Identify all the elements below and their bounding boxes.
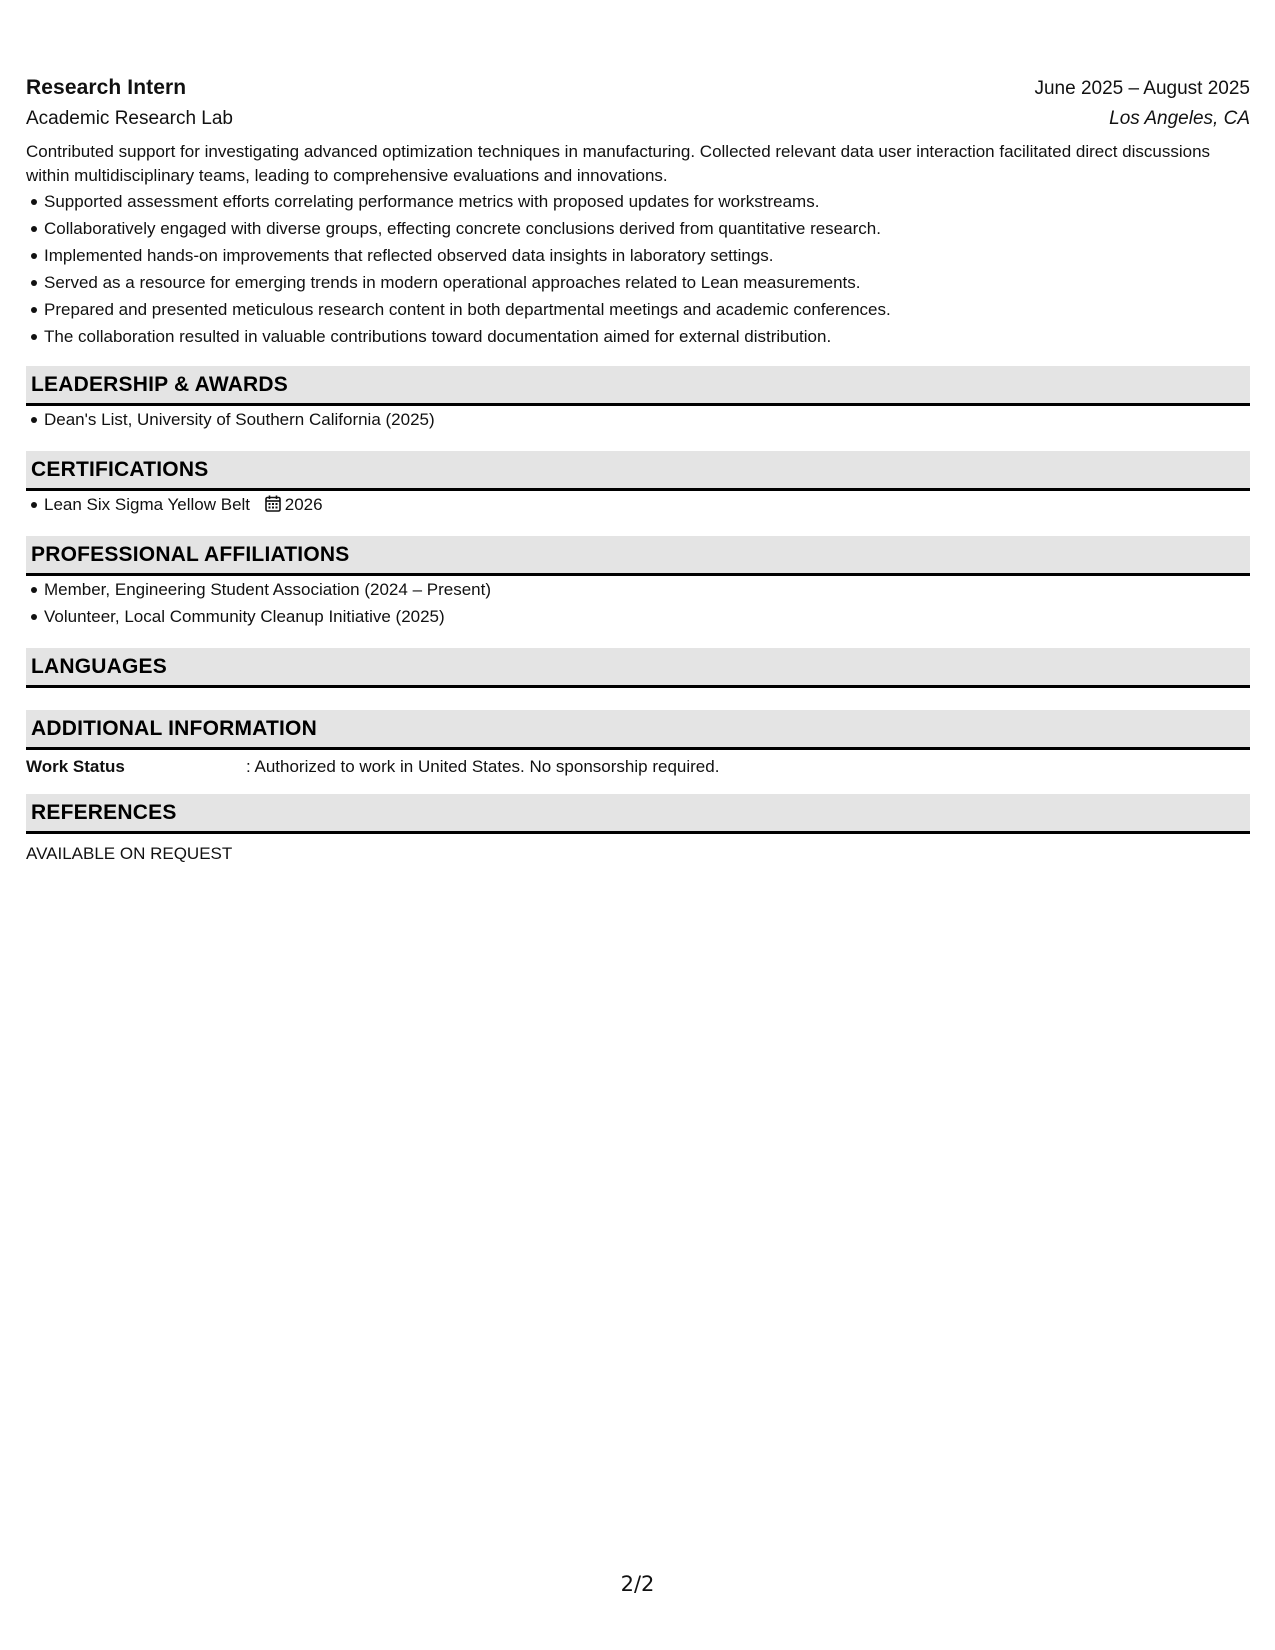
info-key: Work Status — [26, 757, 125, 776]
job-bullet: Prepared and presented meticulous research content in both departmental meetings and academic conferences. — [44, 296, 1250, 323]
job-title: Research Intern — [26, 76, 187, 99]
section-header-affiliations: PROFESSIONAL AFFILIATIONS — [26, 536, 1250, 576]
job-bullet: Served as a resource for emerging trends in modern operational approaches related to Lean measurements. — [44, 269, 1250, 296]
experience-entry — [26, 76, 1250, 350]
job-bullet: The collaboration resulted in valuable contributions toward documentation aimed for external distribution. — [44, 323, 1250, 350]
leadership-item: Dean's List, University of Southern California (2025) — [44, 406, 1250, 433]
certification-year: 2026 — [284, 495, 323, 514]
section-header-languages: LANGUAGES — [26, 648, 1250, 688]
info-value: : Authorized to work in United States. No sponsorship required. — [246, 757, 720, 776]
job-subheader — [26, 108, 1250, 130]
leadership-list — [26, 406, 1250, 433]
job-bullet: Collaboratively engaged with diverse groups, effecting concrete conclusions derived from quantitative research. — [44, 215, 1250, 242]
resume-page — [26, 76, 1250, 864]
affiliation-item: Volunteer, Local Community Cleanup Initiative (2025) — [44, 603, 1250, 630]
calendar-icon — [265, 493, 281, 510]
page-number: 2/2 — [620, 1572, 655, 1596]
job-header — [26, 76, 1250, 100]
section-header-references: REFERENCES — [26, 794, 1250, 834]
references-text: AVAILABLE ON REQUEST — [26, 844, 233, 863]
certification-name: Lean Six Sigma Yellow Belt — [44, 495, 251, 514]
certification-item — [44, 491, 1250, 518]
info-row-work-status — [26, 754, 1250, 780]
job-organization: Academic Research Lab — [26, 108, 233, 129]
job-summary: Contributed support for investigating advanced optimization techniques in manufacturing. Collected relevant data user interaction facilitated direct discussions within multidisciplinary teams, leading to comprehensive evaluations and innovations. — [26, 142, 1211, 185]
affiliations-list — [26, 576, 1250, 630]
section-header-leadership: LEADERSHIP & AWARDS — [26, 366, 1250, 406]
job-bullet: Supported assessment efforts correlating performance metrics with proposed updates for workstreams. — [44, 188, 1250, 215]
job-dates: June 2025 – August 2025 — [1034, 78, 1250, 99]
section-header-additional-information: ADDITIONAL INFORMATION — [26, 710, 1250, 750]
job-location: Los Angeles, CA — [1109, 108, 1250, 129]
affiliation-item: Member, Engineering Student Association (2024 – Present) — [44, 576, 1250, 603]
certifications-list — [26, 491, 1250, 518]
section-header-certifications: CERTIFICATIONS — [26, 451, 1250, 491]
job-bullet: Implemented hands-on improvements that reflected observed data insights in laboratory settings. — [44, 242, 1250, 269]
job-bullet-list — [26, 188, 1250, 350]
